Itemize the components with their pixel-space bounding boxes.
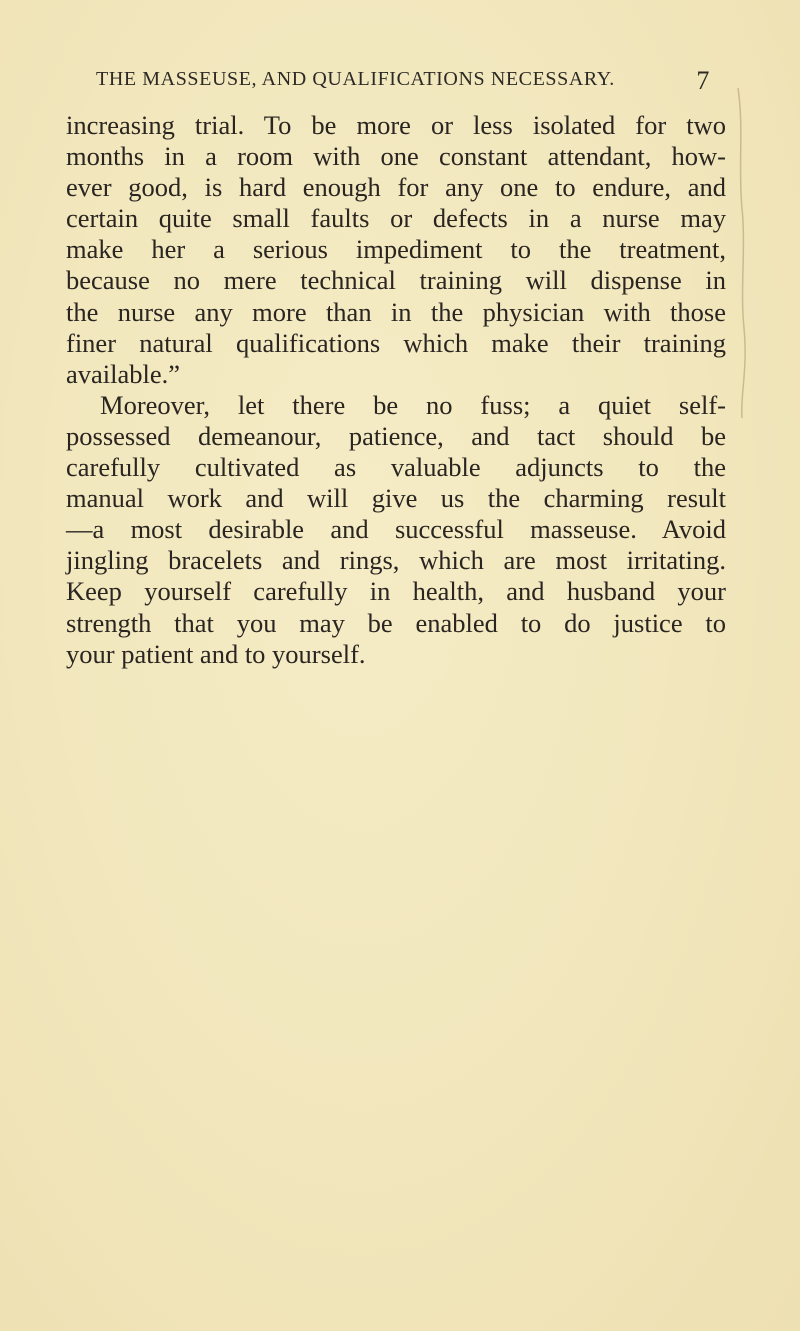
text-line: available.”: [66, 358, 181, 389]
header-title: THE MASSEUSE, AND QUALIFICATIONS NECESSARY.: [96, 68, 615, 90]
body-text: [66, 110, 726, 670]
text-line: possessed demeanour, patience, and tact should be: [66, 420, 726, 451]
text-line: Moreover, let there be no fuss; a quiet self-: [100, 389, 726, 420]
text-line: ever good, is hard enough for any one to endure, and: [66, 172, 726, 203]
text-line: the nurse any more than in the physician with those: [66, 296, 726, 327]
text-line: Keep yourself carefully in health, and husband your: [66, 576, 726, 607]
page-edge-shadow: [736, 88, 756, 418]
text-line: because no mere technical training will dispense in: [66, 265, 726, 296]
text-line: finer natural qualifications which make their training: [66, 327, 726, 358]
text-line: manual work and will give us the charming result: [66, 483, 726, 514]
page-number: 7: [696, 66, 710, 95]
text-line: your patient and to yourself.: [66, 638, 366, 669]
text-line: —a most desirable and successful masseuse. Avoid: [66, 514, 726, 545]
text-line: jingling bracelets and rings, which are most irritating.: [66, 545, 726, 576]
text-line: make her a serious impediment to the treatment,: [66, 234, 726, 265]
text-line: increasing trial. To be more or less isolated for two: [66, 110, 726, 140]
text-line: carefully cultivated as valuable adjuncts to the: [66, 452, 726, 483]
text-line: certain quite small faults or defects in a nurse may: [66, 203, 726, 234]
running-header: [96, 68, 716, 98]
text-line: strength that you may be enabled to do justice to: [66, 607, 726, 638]
text-line: months in a room with one constant attendant, how-: [66, 141, 726, 172]
paragraph-1: [66, 110, 726, 390]
paragraph-2: [66, 390, 726, 670]
